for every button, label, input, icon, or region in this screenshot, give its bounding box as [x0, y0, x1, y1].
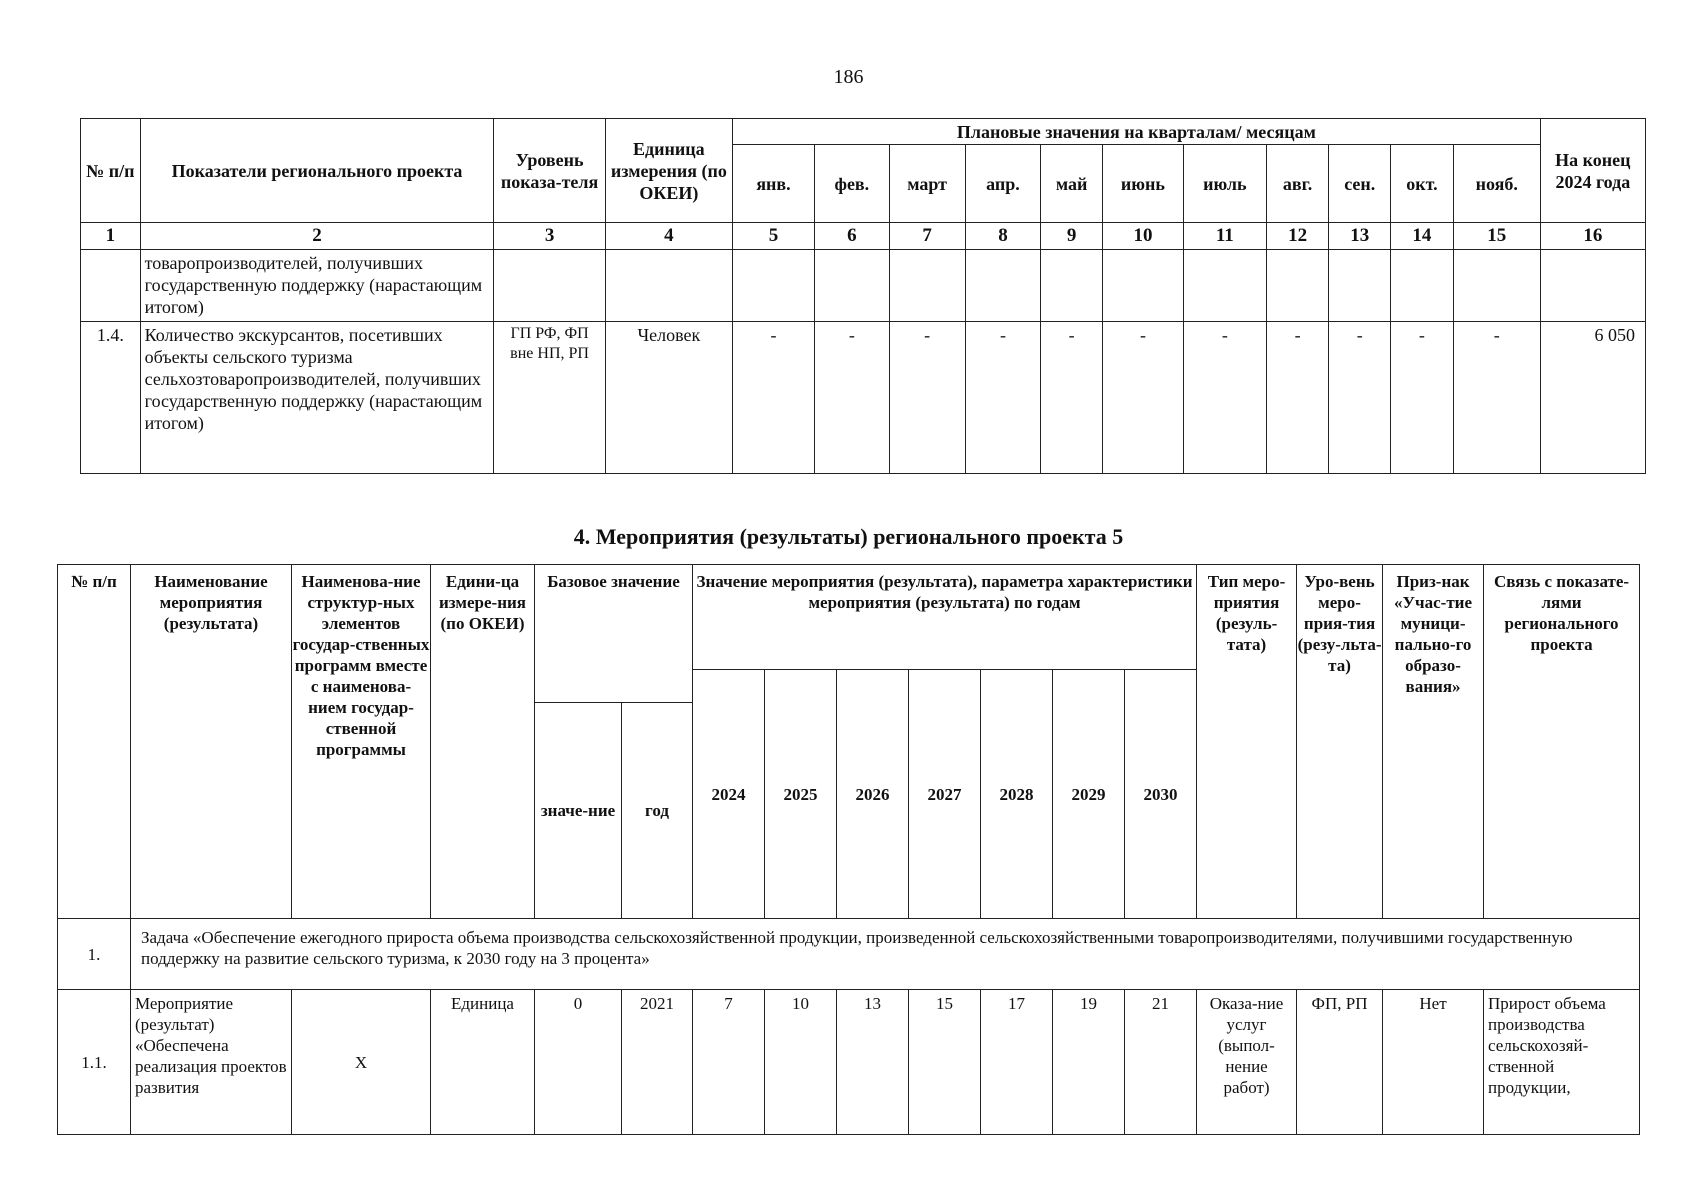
- header-activity-name: Наименование мероприятия (результата): [131, 565, 292, 919]
- task-text: Задача «Обеспечение ежегодного прироста объема производства сельскохозяйственной продукции, произведенной сельскохозяйственными товаропроизводителями, получившими государственную поддержку на развитие сельского туризма, к 2030 году на 3 процента»: [131, 919, 1640, 990]
- header-num: № п/п: [58, 565, 131, 919]
- row-month-value: -: [1266, 322, 1329, 474]
- column-number: 16: [1540, 223, 1645, 250]
- column-number: 15: [1453, 223, 1540, 250]
- page-number: 186: [833, 66, 864, 88]
- row-year-value: 7: [693, 990, 765, 1135]
- row-indicator: Количество экскурсантов, посетивших объекты сельского туризма сельхозтоваропроизводителей, получивших государственную поддержку (нарастающим итогом): [140, 322, 494, 474]
- header-year: 2025: [765, 670, 837, 919]
- header-month: апр.: [965, 145, 1041, 223]
- header-link-to-indicators: Связь с показате-лями регионального проекта: [1484, 565, 1640, 919]
- header-base-value: Базовое значение: [535, 565, 693, 703]
- header-year: 2029: [1053, 670, 1125, 919]
- row-month-value: [733, 250, 815, 322]
- section-title: 4. Мероприятия (результаты) регионального проекта 5: [573, 524, 1124, 549]
- header-month: окт.: [1391, 145, 1454, 223]
- row-month-value: -: [1041, 322, 1103, 474]
- row-structural-elements: X: [292, 990, 431, 1135]
- row-level: ГП РФ, ФП вне НП, РП: [494, 322, 605, 474]
- header-month: июнь: [1103, 145, 1184, 223]
- row-month-value: -: [1453, 322, 1540, 474]
- row-end-value: 6 050: [1540, 322, 1645, 474]
- header-month: июль: [1183, 145, 1266, 223]
- column-number: 11: [1183, 223, 1266, 250]
- row-month-value: [889, 250, 965, 322]
- row-num: [81, 250, 141, 322]
- row-num: 1.4.: [81, 322, 141, 474]
- row-end-value: [1540, 250, 1645, 322]
- table-row: [81, 250, 1646, 322]
- row-month-value: [814, 250, 889, 322]
- row-municipal-participation: Нет: [1383, 990, 1484, 1135]
- column-number: 14: [1391, 223, 1454, 250]
- header-year: 2028: [981, 670, 1053, 919]
- row-month-value: -: [814, 322, 889, 474]
- header-year: 2030: [1125, 670, 1197, 919]
- row-level: [494, 250, 605, 322]
- header-end-of-year: На конец 2024 года: [1540, 119, 1645, 223]
- header-activity-type: Тип меро-приятия (резуль-тата): [1197, 565, 1297, 919]
- header-month: фев.: [814, 145, 889, 223]
- header-month: март: [889, 145, 965, 223]
- header-planned-values: Плановые значения на кварталам/ месяцам: [733, 119, 1541, 145]
- column-number: 10: [1103, 223, 1184, 250]
- column-number: 2: [140, 223, 494, 250]
- header-year: 2026: [837, 670, 909, 919]
- task-num: 1.: [58, 919, 131, 990]
- header-base-year: год: [622, 703, 693, 919]
- header-month: нояб.: [1453, 145, 1540, 223]
- row-year-value: 19: [1053, 990, 1125, 1135]
- row-month-value: -: [1391, 322, 1454, 474]
- header-month: авг.: [1266, 145, 1329, 223]
- header-structural-elements: Наименова-ние структур-ных элементов государ-ственных программ вместе с наименова-нием государ-ственной программы: [292, 565, 431, 919]
- column-number: 12: [1266, 223, 1329, 250]
- header-level: Уровень показа-теля: [494, 119, 605, 223]
- header-unit: Единица измерения (по ОКЕИ): [605, 119, 732, 223]
- column-number: 9: [1041, 223, 1103, 250]
- column-number: 7: [889, 223, 965, 250]
- header-municipal-participation: Приз-нак «Учас-тие муници-пально-го образо-вания»: [1383, 565, 1484, 919]
- column-number: 4: [605, 223, 732, 250]
- header-year: 2024: [693, 670, 765, 919]
- row-month-value: -: [733, 322, 815, 474]
- column-number: 5: [733, 223, 815, 250]
- row-month-value: -: [1329, 322, 1391, 474]
- row-month-value: -: [1103, 322, 1184, 474]
- row-month-value: [965, 250, 1041, 322]
- row-year-value: 17: [981, 990, 1053, 1135]
- activities-table: [57, 564, 1640, 1135]
- indicators-table: [80, 118, 1646, 474]
- row-base-value: 0: [535, 990, 622, 1135]
- row-num: 1.1.: [58, 990, 131, 1135]
- column-number: 3: [494, 223, 605, 250]
- row-activity-type: Оказа-ние услуг (выпол-нение работ): [1197, 990, 1297, 1135]
- header-activity-level: Уро-вень меро-прия-тия (резу-льта-та): [1297, 565, 1383, 919]
- table-row: [81, 322, 1646, 474]
- column-number: 6: [814, 223, 889, 250]
- row-unit: Единица: [431, 990, 535, 1135]
- column-number: 1: [81, 223, 141, 250]
- column-number: 13: [1329, 223, 1391, 250]
- header-base-value-number: значе-ние: [535, 703, 622, 919]
- header-indicator: Показатели регионального проекта: [140, 119, 494, 223]
- row-year-value: 10: [765, 990, 837, 1135]
- column-number: 8: [965, 223, 1041, 250]
- row-month-value: [1329, 250, 1391, 322]
- row-base-year: 2021: [622, 990, 693, 1135]
- row-activity-name: Мероприятие (результат) «Обеспечена реализация проектов развития: [131, 990, 292, 1135]
- header-month: сен.: [1329, 145, 1391, 223]
- row-month-value: [1183, 250, 1266, 322]
- row-link-to-indicators: Прирост объема производства сельскохозяй-ственной продукции,: [1484, 990, 1640, 1135]
- row-indicator: товаропроизводителей, получивших государственную поддержку (нарастающим итогом): [140, 250, 494, 322]
- header-year: 2027: [909, 670, 981, 919]
- header-unit: Едини-ца измере-ния (по ОКЕИ): [431, 565, 535, 919]
- row-unit: [605, 250, 732, 322]
- header-values-by-year: Значение мероприятия (результата), параметра характеристики мероприятия (результата) по годам: [693, 565, 1197, 670]
- row-month-value: [1103, 250, 1184, 322]
- row-month-value: -: [1183, 322, 1266, 474]
- header-month: май: [1041, 145, 1103, 223]
- row-month-value: [1266, 250, 1329, 322]
- header-num: № п/п: [81, 119, 141, 223]
- row-month-value: -: [889, 322, 965, 474]
- row-month-value: -: [965, 322, 1041, 474]
- row-activity-level: ФП, РП: [1297, 990, 1383, 1135]
- row-year-value: 21: [1125, 990, 1197, 1135]
- header-month: янв.: [733, 145, 815, 223]
- row-year-value: 13: [837, 990, 909, 1135]
- table-row: [58, 990, 1640, 1135]
- row-month-value: [1391, 250, 1454, 322]
- row-unit: Человек: [605, 322, 732, 474]
- row-month-value: [1041, 250, 1103, 322]
- row-month-value: [1453, 250, 1540, 322]
- task-row: [58, 919, 1640, 990]
- row-year-value: 15: [909, 990, 981, 1135]
